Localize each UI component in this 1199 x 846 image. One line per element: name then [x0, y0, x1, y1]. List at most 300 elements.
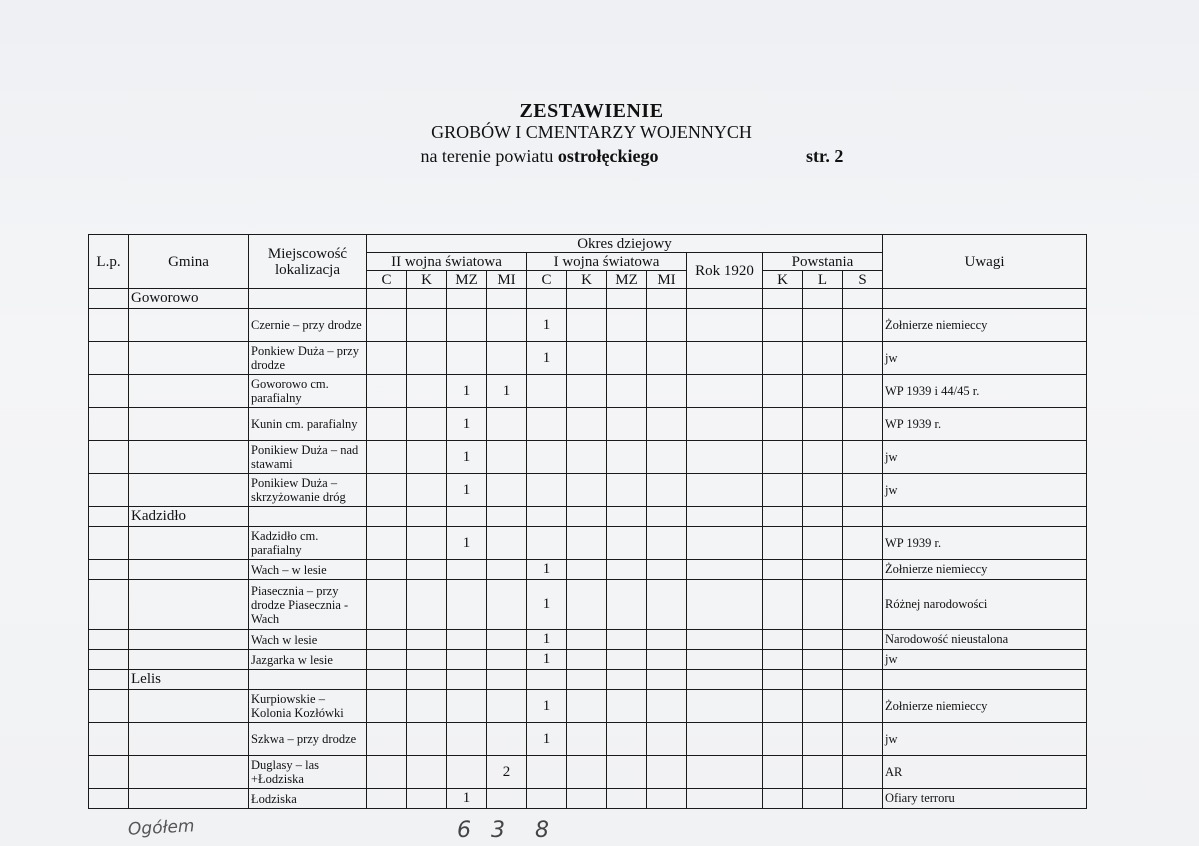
- lp-cell: [89, 474, 129, 507]
- ww2-count-cell: [447, 756, 487, 789]
- col-rok1920: Rok 1920: [687, 253, 763, 289]
- rok1920-cell: [687, 580, 763, 630]
- ww1-count-cell: [567, 580, 607, 630]
- rok1920-cell: [687, 756, 763, 789]
- powstania-count-cell: [763, 690, 803, 723]
- empty-cell: [647, 507, 687, 527]
- powstania-count-cell: [803, 342, 843, 375]
- ww1-count-cell: [647, 527, 687, 560]
- ww1-count-cell: 1: [527, 650, 567, 670]
- powstania-count-cell: [803, 474, 843, 507]
- ww1-count-cell: [607, 474, 647, 507]
- gmina-cell: [129, 375, 249, 408]
- col-lp: L.p.: [89, 235, 129, 289]
- lp-cell: [89, 789, 129, 809]
- col-ww1: I wojna światowa: [527, 253, 687, 271]
- powstania-count-cell: [763, 789, 803, 809]
- ww2-count-cell: [447, 309, 487, 342]
- ww2-count-cell: [367, 474, 407, 507]
- ww2-count-cell: [367, 375, 407, 408]
- ww2-count-cell: [487, 527, 527, 560]
- powstania-count-cell: [803, 756, 843, 789]
- gmina-cell: [129, 342, 249, 375]
- powstania-count-cell: [763, 474, 803, 507]
- table-row: [89, 408, 1087, 441]
- ww1-count-cell: [527, 408, 567, 441]
- empty-cell: [487, 670, 527, 690]
- location-cell: Wach w lesie: [249, 630, 367, 650]
- ww2-count-cell: [447, 342, 487, 375]
- col-powstania-sub: K: [763, 271, 803, 289]
- powstania-count-cell: [803, 630, 843, 650]
- powstania-count-cell: [763, 650, 803, 670]
- gmina-cell: [129, 756, 249, 789]
- table-row: [89, 756, 1087, 789]
- total-value: 8: [535, 818, 549, 843]
- powstania-count-cell: [803, 650, 843, 670]
- ww1-count-cell: 1: [527, 560, 567, 580]
- location-cell: Ponikiew Duża – nad stawami: [249, 441, 367, 474]
- document-region-line: [0, 146, 1139, 167]
- col-powstania-sub: L: [803, 271, 843, 289]
- ww1-count-cell: [647, 580, 687, 630]
- col-gmina: Gmina: [129, 235, 249, 289]
- empty-cell: [763, 289, 803, 309]
- ww2-count-cell: [487, 690, 527, 723]
- powstania-count-cell: [763, 375, 803, 408]
- ww2-count-cell: [367, 630, 407, 650]
- table-row: [89, 690, 1087, 723]
- ww2-count-cell: [407, 408, 447, 441]
- empty-cell: [687, 670, 763, 690]
- gmina-row: [89, 507, 1087, 527]
- ww1-count-cell: [527, 789, 567, 809]
- ww2-count-cell: [487, 789, 527, 809]
- ww2-count-cell: [367, 650, 407, 670]
- ww2-count-cell: [407, 690, 447, 723]
- rok1920-cell: [687, 309, 763, 342]
- powstania-count-cell: [843, 342, 883, 375]
- lp-cell: [89, 723, 129, 756]
- uwagi-cell: jw: [883, 474, 1087, 507]
- gmina-name: Goworowo: [129, 289, 249, 309]
- region-prefix: na terenie powiatu: [420, 146, 558, 166]
- empty-cell: [687, 507, 763, 527]
- rok1920-cell: [687, 441, 763, 474]
- rok1920-cell: [687, 690, 763, 723]
- empty-cell: [527, 289, 567, 309]
- total-value: 6: [457, 818, 471, 843]
- col-ww2-sub: K: [407, 271, 447, 289]
- ww2-count-cell: [367, 527, 407, 560]
- col-uwagi: Uwagi: [883, 235, 1087, 289]
- ww2-count-cell: [447, 580, 487, 630]
- powstania-count-cell: [803, 560, 843, 580]
- ww1-count-cell: [647, 342, 687, 375]
- empty-cell: [527, 507, 567, 527]
- ww1-count-cell: 1: [527, 630, 567, 650]
- rok1920-cell: [687, 630, 763, 650]
- powstania-count-cell: [803, 580, 843, 630]
- lp-cell: [89, 527, 129, 560]
- ww2-count-cell: [487, 441, 527, 474]
- ww2-count-cell: [407, 527, 447, 560]
- col-ww2: II wojna światowa: [367, 253, 527, 271]
- ww2-count-cell: [407, 650, 447, 670]
- empty-cell: [607, 507, 647, 527]
- ww1-count-cell: [607, 309, 647, 342]
- location-cell: Kurpiowskie – Kolonia Kozłówki: [249, 690, 367, 723]
- rok1920-cell: [687, 527, 763, 560]
- ww2-count-cell: [407, 630, 447, 650]
- rok1920-cell: [687, 789, 763, 809]
- ww1-count-cell: [607, 527, 647, 560]
- powstania-count-cell: [803, 375, 843, 408]
- ww1-count-cell: [607, 441, 647, 474]
- location-cell: Jazgarka w lesie: [249, 650, 367, 670]
- powstania-count-cell: [763, 560, 803, 580]
- col-okres: Okres dziejowy: [367, 235, 883, 253]
- empty-cell: [803, 670, 843, 690]
- uwagi-cell: WP 1939 r.: [883, 408, 1087, 441]
- empty-cell: [407, 507, 447, 527]
- powstania-count-cell: [803, 309, 843, 342]
- ww1-count-cell: [567, 474, 607, 507]
- gmina-cell: [129, 474, 249, 507]
- empty-cell: [607, 289, 647, 309]
- empty-cell: [803, 289, 843, 309]
- lp-cell: [89, 408, 129, 441]
- gmina-cell: [129, 527, 249, 560]
- ww2-count-cell: 1: [447, 375, 487, 408]
- powstania-count-cell: [763, 441, 803, 474]
- powstania-count-cell: [843, 474, 883, 507]
- ww1-count-cell: [607, 560, 647, 580]
- ww1-count-cell: [607, 789, 647, 809]
- ww2-count-cell: [367, 342, 407, 375]
- ww1-count-cell: 1: [527, 723, 567, 756]
- ww2-count-cell: 1: [447, 441, 487, 474]
- region-name: ostrołęckiego: [557, 146, 659, 166]
- location-cell: Kunin cm. parafialny: [249, 408, 367, 441]
- empty-cell: [803, 507, 843, 527]
- gmina-cell: [129, 650, 249, 670]
- empty-cell: [407, 289, 447, 309]
- ww2-count-cell: [367, 723, 407, 756]
- col-ww1-sub: K: [567, 271, 607, 289]
- empty-cell: [527, 670, 567, 690]
- ww2-count-cell: [367, 309, 407, 342]
- location-cell: Ponkiew Duża – przy drodze: [249, 342, 367, 375]
- col-ww2-sub: C: [367, 271, 407, 289]
- ww1-count-cell: [647, 690, 687, 723]
- gmina-row: [89, 670, 1087, 690]
- lp-cell: [89, 507, 129, 527]
- location-cell: Ponikiew Duża – skrzyżowanie dróg: [249, 474, 367, 507]
- gmina-cell: [129, 630, 249, 650]
- powstania-count-cell: [843, 527, 883, 560]
- ww2-count-cell: [367, 580, 407, 630]
- ww2-count-cell: 2: [487, 756, 527, 789]
- graves-table: [88, 234, 1087, 809]
- ww2-count-cell: [367, 789, 407, 809]
- uwagi-cell: Narodowość nieustalona: [883, 630, 1087, 650]
- lp-cell: [89, 756, 129, 789]
- gmina-cell: [129, 309, 249, 342]
- ww2-count-cell: [447, 630, 487, 650]
- ww1-count-cell: [607, 342, 647, 375]
- gmina-cell: [129, 690, 249, 723]
- document-title: ZESTAWIENIE: [519, 100, 664, 122]
- empty-cell: [843, 507, 883, 527]
- ww1-count-cell: [607, 723, 647, 756]
- ww1-count-cell: [567, 527, 607, 560]
- table-row: [89, 527, 1087, 560]
- total-label: Ogółem: [127, 816, 195, 840]
- ww2-count-cell: 1: [447, 527, 487, 560]
- ww1-count-cell: [647, 474, 687, 507]
- ww1-count-cell: [567, 723, 607, 756]
- ww2-count-cell: [487, 723, 527, 756]
- uwagi-cell: jw: [883, 650, 1087, 670]
- ww2-count-cell: [487, 474, 527, 507]
- rok1920-cell: [687, 560, 763, 580]
- empty-cell: [843, 289, 883, 309]
- gmina-name: Kadzidło: [129, 507, 249, 527]
- page-number: str. 2: [806, 146, 844, 166]
- uwagi-cell: Ofiary terroru: [883, 789, 1087, 809]
- empty-cell: [687, 289, 763, 309]
- ww1-count-cell: [607, 650, 647, 670]
- empty-cell: [843, 670, 883, 690]
- ww1-count-cell: [567, 789, 607, 809]
- powstania-count-cell: [843, 723, 883, 756]
- ww2-count-cell: 1: [447, 789, 487, 809]
- lp-cell: [89, 650, 129, 670]
- ww2-count-cell: [407, 441, 447, 474]
- powstania-count-cell: [763, 342, 803, 375]
- ww2-count-cell: 1: [447, 474, 487, 507]
- powstania-count-cell: [763, 756, 803, 789]
- table-row: [89, 560, 1087, 580]
- ww2-count-cell: [407, 580, 447, 630]
- ww1-count-cell: [607, 756, 647, 789]
- gmina-cell: [129, 560, 249, 580]
- ww1-count-cell: [647, 630, 687, 650]
- ww2-count-cell: [487, 342, 527, 375]
- powstania-count-cell: [803, 690, 843, 723]
- uwagi-cell: WP 1939 i 44/45 r.: [883, 375, 1087, 408]
- location-cell: Goworowo cm. parafialny: [249, 375, 367, 408]
- col-ww2-sub: MZ: [447, 271, 487, 289]
- powstania-count-cell: [843, 789, 883, 809]
- table-row: [89, 441, 1087, 474]
- table-row: [89, 650, 1087, 670]
- table-row: [89, 342, 1087, 375]
- powstania-count-cell: [843, 756, 883, 789]
- ww1-count-cell: [567, 650, 607, 670]
- empty-cell: [249, 507, 367, 527]
- lp-cell: [89, 560, 129, 580]
- powstania-count-cell: [763, 408, 803, 441]
- ww1-count-cell: [567, 441, 607, 474]
- total-value: 3: [491, 818, 505, 843]
- ww1-count-cell: [607, 630, 647, 650]
- empty-cell: [447, 670, 487, 690]
- empty-cell: [567, 670, 607, 690]
- ww1-count-cell: [607, 580, 647, 630]
- empty-cell: [567, 289, 607, 309]
- uwagi-cell: Żołnierze niemieccy: [883, 560, 1087, 580]
- ww2-count-cell: 1: [447, 408, 487, 441]
- rok1920-cell: [687, 723, 763, 756]
- ww1-count-cell: [647, 756, 687, 789]
- gmina-cell: [129, 441, 249, 474]
- empty-cell: [487, 289, 527, 309]
- ww1-count-cell: [567, 756, 607, 789]
- gmina-cell: [129, 580, 249, 630]
- col-ww1-sub: MZ: [607, 271, 647, 289]
- ww1-count-cell: [647, 789, 687, 809]
- document-subtitle: GROBÓW I CMENTARZY WOJENNYCH: [431, 122, 752, 142]
- ww1-count-cell: [527, 527, 567, 560]
- lp-cell: [89, 630, 129, 650]
- empty-cell: [249, 289, 367, 309]
- empty-cell: [883, 289, 1087, 309]
- col-ww2-sub: MI: [487, 271, 527, 289]
- ww2-count-cell: [407, 309, 447, 342]
- ww2-count-cell: [407, 375, 447, 408]
- uwagi-cell: Różnej narodowości: [883, 580, 1087, 630]
- table-row: [89, 723, 1087, 756]
- ww2-count-cell: [487, 408, 527, 441]
- powstania-count-cell: [843, 690, 883, 723]
- ww1-count-cell: [527, 474, 567, 507]
- powstania-count-cell: [803, 789, 843, 809]
- gmina-name: Lelis: [129, 670, 249, 690]
- powstania-count-cell: [843, 580, 883, 630]
- uwagi-cell: Żołnierze niemieccy: [883, 690, 1087, 723]
- uwagi-cell: jw: [883, 723, 1087, 756]
- gmina-cell: [129, 789, 249, 809]
- rok1920-cell: [687, 408, 763, 441]
- ww1-count-cell: [647, 560, 687, 580]
- ww1-count-cell: [607, 375, 647, 408]
- powstania-count-cell: [843, 441, 883, 474]
- col-ww1-sub: MI: [647, 271, 687, 289]
- ww1-count-cell: [647, 650, 687, 670]
- lp-cell: [89, 342, 129, 375]
- lp-cell: [89, 580, 129, 630]
- empty-cell: [367, 670, 407, 690]
- ww2-count-cell: [407, 723, 447, 756]
- lp-cell: [89, 309, 129, 342]
- gmina-cell: [129, 723, 249, 756]
- ww2-count-cell: [487, 650, 527, 670]
- ww2-count-cell: [367, 441, 407, 474]
- empty-cell: [647, 289, 687, 309]
- col-powstania-sub: S: [843, 271, 883, 289]
- empty-cell: [447, 507, 487, 527]
- empty-cell: [487, 507, 527, 527]
- col-ww1-sub: C: [527, 271, 567, 289]
- ww2-count-cell: [407, 560, 447, 580]
- ww1-count-cell: [647, 309, 687, 342]
- lp-cell: [89, 375, 129, 408]
- powstania-count-cell: [843, 630, 883, 650]
- ww2-count-cell: [487, 580, 527, 630]
- ww2-count-cell: [407, 474, 447, 507]
- ww2-count-cell: [407, 789, 447, 809]
- ww2-count-cell: [447, 560, 487, 580]
- table-row: [89, 474, 1087, 507]
- col-miejscowosc: Miejscowość lokalizacja: [249, 235, 367, 289]
- empty-cell: [407, 670, 447, 690]
- ww1-count-cell: [647, 723, 687, 756]
- powstania-count-cell: [763, 580, 803, 630]
- table-row: [89, 630, 1087, 650]
- rok1920-cell: [687, 650, 763, 670]
- ww1-count-cell: [567, 408, 607, 441]
- location-cell: Łodziska: [249, 789, 367, 809]
- uwagi-cell: jw: [883, 342, 1087, 375]
- table-row: [89, 580, 1087, 630]
- powstania-count-cell: [843, 650, 883, 670]
- ww2-count-cell: [407, 756, 447, 789]
- empty-cell: [647, 670, 687, 690]
- ww1-count-cell: [567, 630, 607, 650]
- ww2-count-cell: [447, 723, 487, 756]
- ww1-count-cell: [647, 408, 687, 441]
- ww1-count-cell: [527, 756, 567, 789]
- ww2-count-cell: [487, 560, 527, 580]
- ww1-count-cell: [567, 342, 607, 375]
- ww1-count-cell: [647, 375, 687, 408]
- ww1-count-cell: [567, 690, 607, 723]
- gmina-cell: [129, 408, 249, 441]
- location-cell: Czernie – przy drodze: [249, 309, 367, 342]
- rok1920-cell: [687, 474, 763, 507]
- ww1-count-cell: [567, 560, 607, 580]
- ww1-count-cell: [607, 690, 647, 723]
- empty-cell: [607, 670, 647, 690]
- rok1920-cell: [687, 375, 763, 408]
- powstania-count-cell: [803, 723, 843, 756]
- empty-cell: [249, 670, 367, 690]
- ww2-count-cell: 1: [487, 375, 527, 408]
- col-powstania: Powstania: [763, 253, 883, 271]
- ww2-count-cell: [367, 756, 407, 789]
- powstania-count-cell: [843, 309, 883, 342]
- uwagi-cell: AR: [883, 756, 1087, 789]
- ww1-count-cell: [527, 375, 567, 408]
- powstania-count-cell: [763, 527, 803, 560]
- empty-cell: [567, 507, 607, 527]
- powstania-count-cell: [843, 408, 883, 441]
- ww2-count-cell: [447, 690, 487, 723]
- empty-cell: [447, 289, 487, 309]
- table-row: [89, 375, 1087, 408]
- ww1-count-cell: [647, 441, 687, 474]
- ww1-count-cell: [567, 309, 607, 342]
- ww2-count-cell: [487, 630, 527, 650]
- lp-cell: [89, 441, 129, 474]
- powstania-count-cell: [803, 527, 843, 560]
- ww1-count-cell: [527, 441, 567, 474]
- ww1-count-cell: [607, 408, 647, 441]
- empty-cell: [763, 507, 803, 527]
- location-cell: Wach – w lesie: [249, 560, 367, 580]
